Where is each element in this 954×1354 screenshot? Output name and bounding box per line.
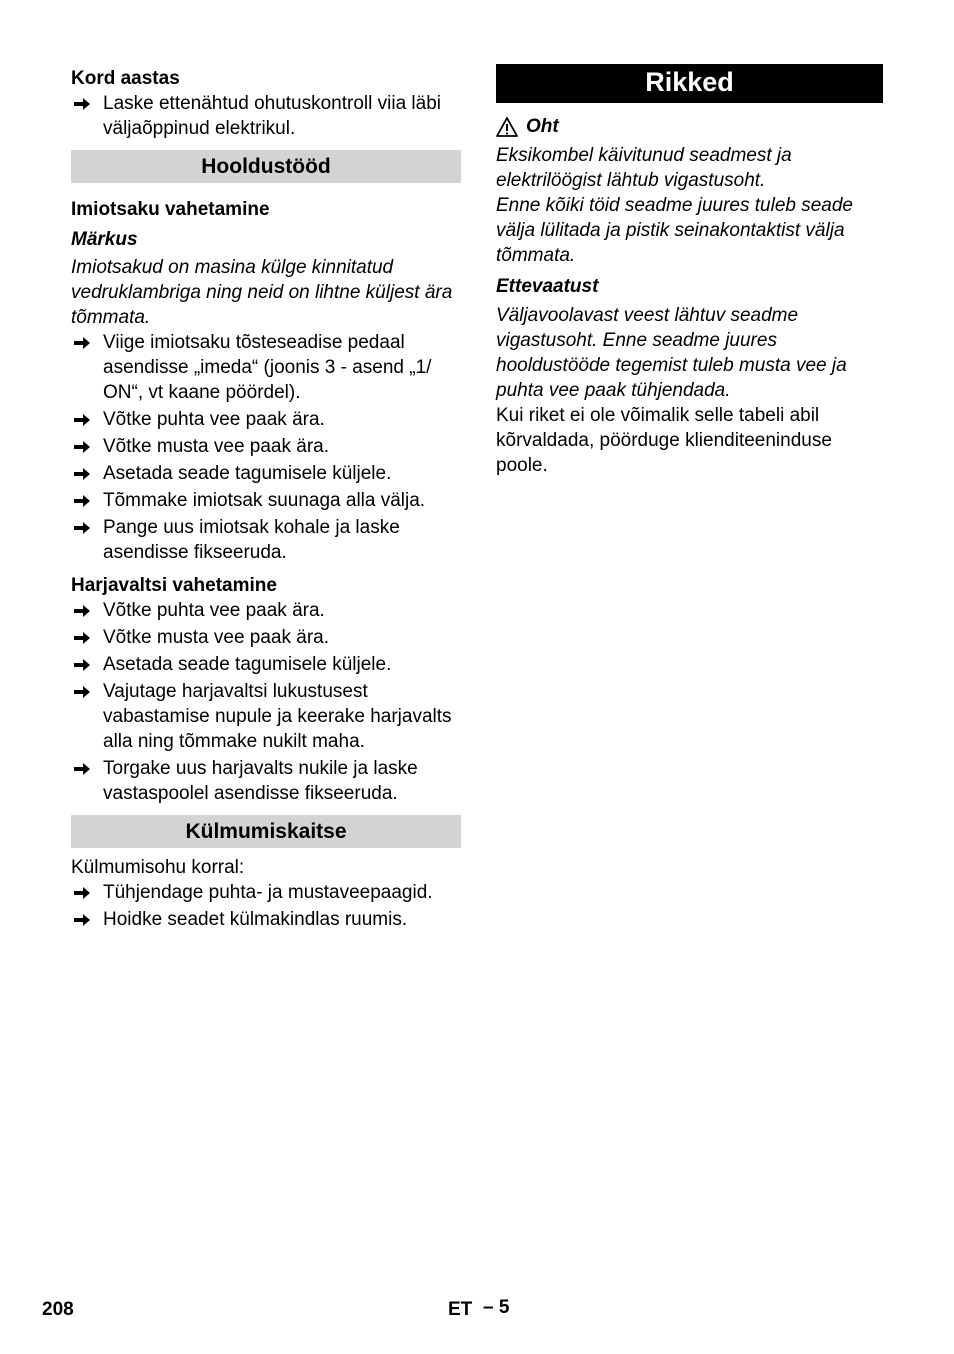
right-column xyxy=(496,64,883,478)
arrow-right-icon xyxy=(73,604,91,618)
list-item-text: Asetada seade tagumisele küljele. xyxy=(103,463,392,484)
list-item-text: Võtke puhta vee paak ära. xyxy=(103,409,325,430)
list-item xyxy=(71,434,461,459)
oht-text-2: Enne kõiki töid seadme juures tuleb seade välja lülitada ja pistik seinakontaktist välja tõmmata. xyxy=(496,195,854,266)
arrow-right-icon xyxy=(73,521,91,535)
rikked-heading: Rikked xyxy=(496,64,883,103)
list-item-text: Laske ettenähtud ohutuskontroll viia läbi väljaõppinud elektrikul. xyxy=(103,93,442,139)
kord-aastas-list xyxy=(71,91,461,141)
list-item-text: Võtke puhta vee paak ära. xyxy=(103,600,325,621)
list-item xyxy=(71,91,461,141)
page-number: 208 xyxy=(42,1299,74,1320)
kulmumiskaitse-heading: Külmumiskaitse xyxy=(71,815,461,848)
arrow-right-icon xyxy=(73,762,91,776)
list-item xyxy=(71,598,461,623)
imiotsak-steps-list xyxy=(71,330,461,565)
list-item xyxy=(71,907,461,932)
ettevaatust-text: Väljavoolavast veest lähtuv seadme vigastusoht. Enne seadme juures hooldustööde tegemist tuleb musta vee ja puhta vee paak tühjendada. xyxy=(496,305,847,401)
ettevaatust-label: Ettevaatust xyxy=(496,276,599,297)
left-column xyxy=(71,64,461,932)
harjavalts-heading: Harjavaltsi vahetamine xyxy=(71,575,277,596)
list-item-text: Tõmmake imiotsak suunaga alla välja. xyxy=(103,490,426,511)
list-item xyxy=(71,756,461,806)
arrow-right-icon xyxy=(73,685,91,699)
kulmumis-intro: Külmumisohu korral: xyxy=(71,857,245,878)
list-item-text: Pange uus imiotsak kohale ja laske asendisse fikseeruda. xyxy=(103,517,400,563)
arrow-right-icon xyxy=(73,913,91,927)
arrow-right-icon xyxy=(73,336,91,350)
arrow-right-icon xyxy=(73,631,91,645)
list-item xyxy=(71,407,461,432)
list-item-text: Hoidke seadet külmakindlas ruumis. xyxy=(103,909,408,930)
closing-text: Kui riket ei ole võimalik selle tabeli abil kõrvaldada, pöörduge klienditeeninduse poole. xyxy=(496,405,832,476)
list-item xyxy=(71,488,461,513)
arrow-right-icon xyxy=(73,467,91,481)
oht-text-1: Eksikombel käivitunud seadmest ja elektrilöögist lähtub vigastusoht. xyxy=(496,145,792,191)
list-item xyxy=(71,461,461,486)
arrow-right-icon xyxy=(73,494,91,508)
harjavalts-steps-list xyxy=(71,598,461,806)
list-item xyxy=(71,652,461,677)
list-item xyxy=(71,679,461,754)
imiotsak-heading: Imiotsaku vahetamine xyxy=(71,199,270,220)
arrow-right-icon xyxy=(73,97,91,111)
list-item xyxy=(71,330,461,405)
footer-language: ET xyxy=(448,1299,473,1320)
kulmumis-steps-list xyxy=(71,880,461,932)
arrow-right-icon xyxy=(73,658,91,672)
list-item xyxy=(71,880,461,905)
footer-section-page: – 5 xyxy=(483,1297,510,1318)
warning-triangle-icon xyxy=(496,117,518,137)
oht-label: Oht xyxy=(526,116,559,137)
arrow-right-icon xyxy=(73,440,91,454)
arrow-right-icon xyxy=(73,413,91,427)
list-item-text: Võtke musta vee paak ära. xyxy=(103,627,330,648)
kord-aastas-heading: Kord aastas xyxy=(71,68,180,89)
list-item-text: Võtke musta vee paak ära. xyxy=(103,436,330,457)
list-item-text: Torgake uus harjavalts nukile ja laske vastaspoolel asendisse fikseeruda. xyxy=(103,758,418,804)
markus-label: Märkus xyxy=(71,229,138,250)
list-item-text: Vajutage harjavaltsi lukustusest vabastamise nupule ja keerake harjavalts alla ning tõmmake nukilt maha. xyxy=(103,681,452,752)
hooldustood-heading: Hooldustööd xyxy=(71,150,461,183)
oht-line xyxy=(496,114,883,139)
list-item-text: Asetada seade tagumisele küljele. xyxy=(103,654,392,675)
arrow-right-icon xyxy=(73,886,91,900)
list-item xyxy=(71,625,461,650)
list-item-text: Tühjendage puhta- ja mustaveepaagid. xyxy=(103,882,433,903)
list-item xyxy=(71,515,461,565)
list-item-text: Viige imiotsaku tõsteseadise pedaal asendisse „imeda“ (joonis 3 - asend „1/ ON“, vt kaane pöördel). xyxy=(103,332,432,403)
markus-text: Imiotsakud on masina külge kinnitatud vedruklambriga ning neid on lihtne küljest ära tõmmata. xyxy=(71,257,453,328)
